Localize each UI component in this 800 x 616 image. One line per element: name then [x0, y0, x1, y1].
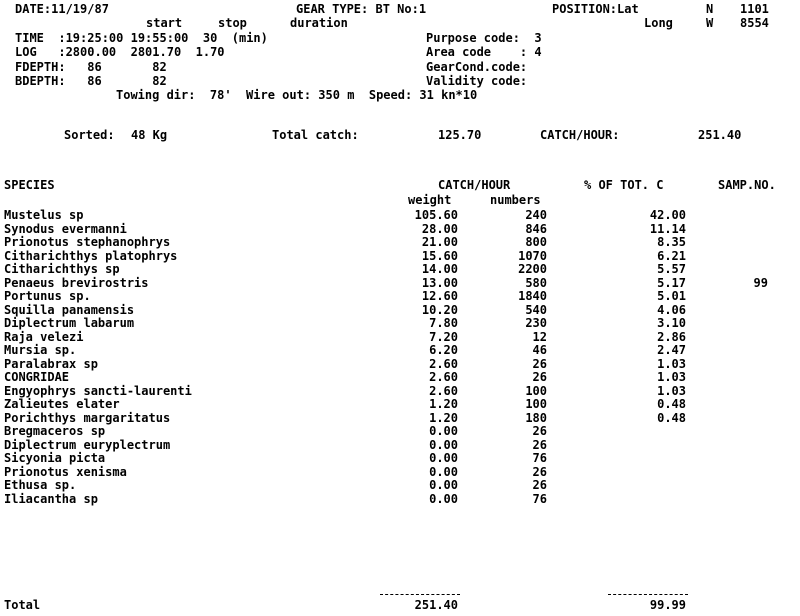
fdepth-line: FDEPTH: 86 82	[15, 60, 167, 74]
long-value: 8554	[740, 16, 769, 30]
catch-weight: 0.00	[429, 451, 458, 465]
catch-weight: 1.20	[429, 410, 458, 425]
species-name: Citharichthys sp	[4, 262, 120, 276]
time-line: TIME :19:25:00 19:55:00 30 (min)	[15, 31, 268, 45]
table-row	[0, 276, 800, 290]
species-name: Citharichthys platophrys	[4, 248, 178, 263]
table-row	[0, 249, 800, 263]
catch-numbers: 26	[532, 370, 547, 384]
percent-of-total: 8.35	[657, 235, 686, 249]
table-row	[0, 343, 800, 357]
species-name: Synodus evermanni	[4, 221, 127, 236]
percent-of-total: 3.10	[657, 316, 686, 330]
catch-weight: 2.60	[429, 383, 458, 398]
bdepth-line: BDEPTH: 86 82	[15, 74, 167, 88]
catch-hour-label: CATCH/HOUR:	[540, 128, 620, 142]
table-row	[0, 492, 800, 506]
catch-numbers: 76	[532, 491, 547, 506]
table-row	[0, 397, 800, 411]
table-row	[0, 478, 800, 492]
validity-code: Validity code:	[426, 74, 528, 88]
species-name: Paralabrax sp	[4, 356, 98, 371]
catch-weight: 105.60	[414, 208, 458, 222]
species-name: Sicyonia picta	[4, 451, 106, 465]
percent-of-total: 2.47	[657, 343, 686, 357]
catch-numbers: 12	[532, 329, 547, 344]
catch-numbers: 1070	[518, 248, 547, 263]
species-name: Bregmaceros sp	[4, 424, 106, 438]
catch-hour-header: CATCH/HOUR	[438, 178, 511, 192]
species-table	[0, 208, 800, 505]
species-name: Iliacantha sp	[4, 491, 98, 506]
catch-numbers: 26	[532, 437, 547, 452]
pct-total-rule	[608, 594, 688, 595]
sorted-label: Sorted:	[64, 128, 115, 142]
table-row	[0, 208, 800, 222]
towing-line: Towing dir: 78' Wire out: 350 m Speed: 31 kn*10	[116, 88, 478, 102]
catch-numbers: 26	[532, 478, 547, 492]
species-name: Mustelus sp	[4, 208, 84, 222]
percent-of-total: 6.21	[657, 248, 686, 263]
catch-numbers: 1840	[518, 289, 547, 303]
species-name: CONGRIDAE	[4, 370, 70, 384]
catch-weight: 0.00	[429, 437, 458, 452]
percent-of-total: 4.06	[657, 302, 686, 317]
species-name: Raja velezi	[4, 329, 84, 344]
table-row	[0, 384, 800, 398]
catch-weight: 13.00	[421, 275, 458, 290]
catch-numbers: 100	[525, 397, 547, 411]
catch-numbers: 46	[532, 343, 547, 357]
catch-weight: 21.00	[421, 235, 458, 249]
numbers-subheader: numbers	[490, 193, 541, 207]
percent-of-total: 2.86	[657, 329, 686, 344]
species-name: Diplectrum labarum	[4, 316, 135, 330]
total-weight: 251.40	[414, 598, 458, 612]
col-stop-label: stop	[218, 16, 247, 30]
species-name: Ethusa sp.	[4, 478, 77, 492]
catch-weight: 7.80	[429, 316, 458, 330]
species-header: SPECIES	[4, 178, 55, 192]
col-start-label: start	[146, 16, 183, 30]
table-row	[0, 438, 800, 452]
percent-of-total: 0.48	[657, 397, 686, 411]
catch-weight: 14.00	[421, 262, 458, 276]
total-pct: 99.99	[649, 598, 686, 612]
table-row	[0, 330, 800, 344]
long-label: Long	[644, 16, 673, 30]
species-name: Penaeus brevirostris	[4, 275, 149, 290]
weight-total-rule	[380, 594, 460, 595]
catch-numbers: 540	[525, 302, 547, 317]
catch-weight: 2.60	[429, 356, 458, 371]
catch-numbers: 180	[525, 410, 547, 425]
catch-numbers: 846	[525, 221, 547, 236]
pct-header: % OF TOT. C	[584, 178, 664, 192]
table-row	[0, 465, 800, 479]
catch-weight: 0.00	[429, 424, 458, 438]
area-code: Area code : 4	[426, 45, 542, 59]
catch-weight: 10.20	[421, 302, 458, 317]
catch-numbers: 580	[525, 275, 547, 290]
catch-weight: 0.00	[429, 464, 458, 479]
percent-of-total: 1.03	[657, 356, 686, 371]
table-row	[0, 303, 800, 317]
gear-type-text: GEAR TYPE: BT No:1	[296, 2, 427, 16]
percent-of-total: 5.17	[657, 275, 686, 290]
catch-numbers: 76	[532, 451, 547, 465]
samp-header: SAMP.NO.	[718, 178, 776, 192]
weight-subheader: weight	[408, 193, 452, 207]
percent-of-total: 1.03	[657, 370, 686, 384]
sorted-value: 48 Kg	[131, 128, 168, 142]
species-name: Diplectrum euryplectrum	[4, 437, 171, 452]
col-duration-label: duration	[290, 16, 348, 30]
catch-hour-value: 251.40	[698, 128, 742, 142]
catch-numbers: 26	[532, 356, 547, 371]
table-row	[0, 316, 800, 330]
catch-weight: 2.60	[429, 370, 458, 384]
percent-of-total: 0.48	[657, 410, 686, 425]
percent-of-total: 42.00	[649, 208, 686, 222]
catch-weight: 12.60	[421, 289, 458, 303]
total-label: Total	[4, 598, 41, 612]
species-name: Squilla panamensis	[4, 302, 135, 317]
catch-weight: 0.00	[429, 491, 458, 506]
sample-number: 99	[753, 275, 768, 290]
catch-numbers: 240	[525, 208, 547, 222]
catch-numbers: 800	[525, 235, 547, 249]
table-row	[0, 262, 800, 276]
table-row	[0, 411, 800, 425]
species-name: Portunus sp.	[4, 289, 91, 303]
date-text: DATE:11/19/87	[15, 2, 109, 16]
long-hemisphere: W	[706, 16, 714, 30]
table-row	[0, 424, 800, 438]
catch-numbers: 230	[525, 316, 547, 330]
total-catch-label: Total catch:	[272, 128, 359, 142]
catch-weight: 28.00	[421, 221, 458, 236]
table-row	[0, 222, 800, 236]
table-row	[0, 235, 800, 249]
percent-of-total: 5.01	[657, 289, 686, 303]
species-name: Prionotus xenisma	[4, 464, 127, 479]
catch-weight: 0.00	[429, 478, 458, 492]
log-line: LOG :2800.00 2801.70 1.70	[15, 45, 225, 59]
catch-numbers: 26	[532, 424, 547, 438]
purpose-code: Purpose code: 3	[426, 31, 542, 45]
catch-weight: 15.60	[421, 248, 458, 263]
percent-of-total: 5.57	[657, 262, 686, 276]
catch-weight: 1.20	[429, 397, 458, 411]
table-row	[0, 370, 800, 384]
table-row	[0, 451, 800, 465]
catch-numbers: 100	[525, 383, 547, 398]
species-name: Porichthys margaritatus	[4, 410, 171, 425]
species-name: Zalieutes elater	[4, 397, 120, 411]
position-label: POSITION:Lat	[552, 2, 639, 16]
catch-weight: 7.20	[429, 329, 458, 344]
species-name: Mursia sp.	[4, 343, 77, 357]
percent-of-total: 11.14	[649, 221, 686, 236]
gearcond-code: GearCond.code:	[426, 60, 528, 74]
lat-hemisphere: N	[706, 2, 714, 16]
species-name: Prionotus stephanophrys	[4, 235, 171, 249]
catch-numbers: 26	[532, 464, 547, 479]
species-name: Engyophrys sancti-laurenti	[4, 383, 192, 398]
lat-value: 1101	[740, 2, 769, 16]
catch-numbers: 2200	[518, 262, 547, 276]
total-catch-value: 125.70	[438, 128, 482, 142]
catch-weight: 6.20	[429, 343, 458, 357]
table-row	[0, 357, 800, 371]
percent-of-total: 1.03	[657, 383, 686, 398]
table-row	[0, 289, 800, 303]
